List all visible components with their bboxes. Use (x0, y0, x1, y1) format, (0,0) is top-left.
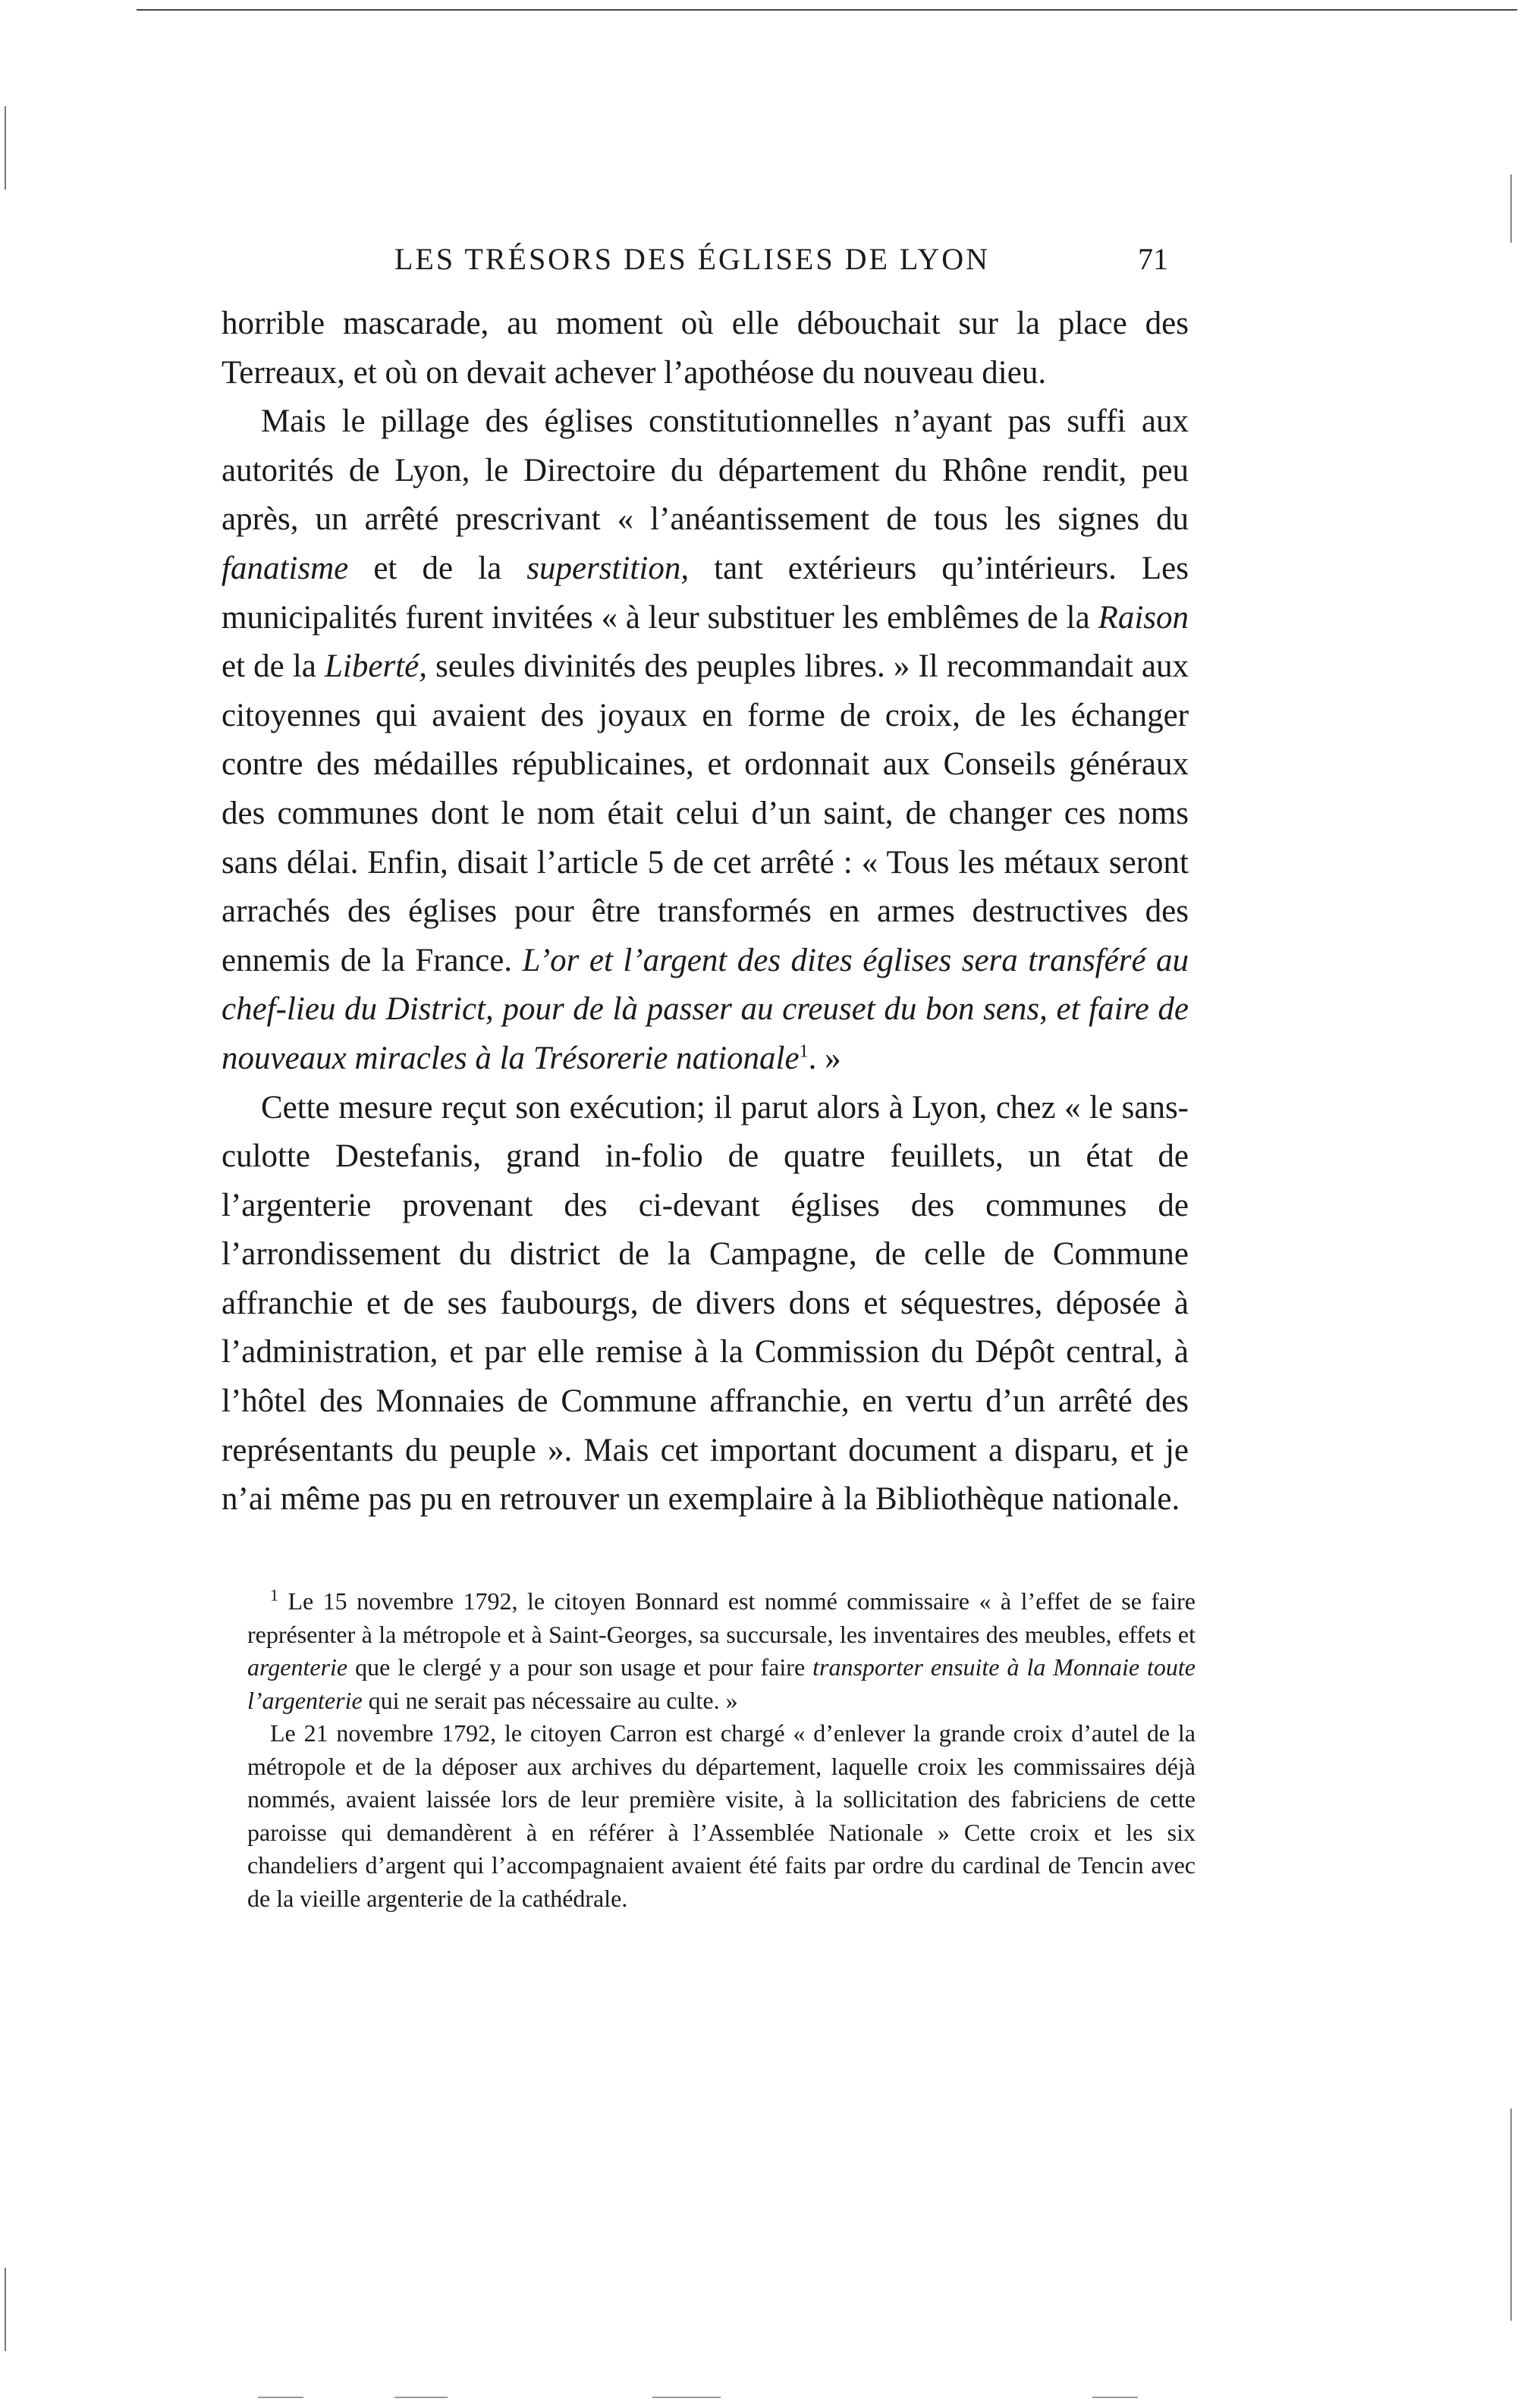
scan-edge-mark (5, 2268, 6, 2351)
paragraph-1: horrible mascarade, au moment où elle débouchait sur la place des Terreaux, et où on devait achever l’apothéose du nouveau dieu. (222, 306, 1189, 391)
italic-term: Liberté, (325, 648, 427, 685)
page-number: 71 (1138, 242, 1168, 276)
scan-edge-mark (258, 2397, 303, 2398)
paragraph-3: Cette mesure reçut son exécution; il parut alors à Lyon, chez « le sans-culotte Destefanis, grand in-folio de quatre feuillets, un état de l’argenterie provenant des ci-devant églises des communes de l’arrondissement du district de la Campagne, de celle de Commune affranchie et de ses faubourgs, de divers dons et séquestres, déposée à l’administration, et par elle remise à la Commission du Dépôt central, à l’hôtel des Monnaies de Commune affranchie, en vertu d’un arrêté des représentants du peuple ». Mais cet important document a disparu, et je n’ai même pas pu en retrouver un exemplaire à la Bibliothèque nationale. (222, 1089, 1189, 1518)
scan-edge-mark (394, 2397, 448, 2398)
footnote-1: $^1$ Le 15 novembre 1792, le citoyen Bonnard est nommé commissaire « à l’effet de se faire représenter à la métropole et à Saint-Georges, sa succursale, les inventaires des meubles, effets et argenterie que le clergé y a pour son usage et pour faire transporter ensuite à la Monnaie toute l’argenterie qui ne serait pas nécessaire au culte. » (247, 1585, 1196, 1714)
scan-edge-mark (5, 106, 6, 190)
scan-edge-mark (1092, 2397, 1138, 2398)
footnotes (247, 1585, 1196, 1915)
scan-edge-mark (652, 2397, 721, 2398)
footnote-mark: 1 (270, 1585, 278, 1605)
italic-term: fanatisme (222, 550, 349, 586)
italic-term: superstition, (526, 550, 690, 586)
scan-edge-line (137, 9, 1517, 11)
page-header (394, 241, 1168, 287)
running-head: LES TRÉSORS DES ÉGLISES DE LYON (394, 242, 990, 276)
footnote-1-continued: Le 21 novembre 1792, le citoyen Carron est chargé « d’enlever la grande croix d’autel de la métropole et de la déposer aux archives du département, laquelle croix les commissaires déjà nommés, avaient laissée lors de leur première visite, à la sollicitation des fabriciens de cette paroisse qui demandèrent à en référer à l’Assemblée Nationale » Cette croix et les six chandeliers d’argent qui l’accompagnaient avaient été faits par ordre du cardinal de Tencin avec de la vieille argenterie de la cathédrale. (247, 1719, 1196, 1912)
italic-term: Raison (1098, 599, 1189, 636)
italic-quotation: L’or et l’argent des dites églises sera transféré au chef-lieu du District, pour de là passer au creuset du bon sens, et faire de nouveaux miracles à la Trésorerie nationale (222, 942, 1189, 1076)
scan-edge-mark (1510, 2108, 1512, 2321)
footnote-reference: 1 (799, 1041, 809, 1062)
body-text (222, 300, 1189, 1524)
paragraph-2: Mais le pillage des églises constitutionnelles n’ayant pas suffi aux autorités de Lyon, le Directoire du département du Rhône rendit, peu après, un arrêté prescrivant « l’anéantissement de tous les signes du fanatisme et de la superstition, tant extérieurs qu’intérieurs. Les municipalités furent invitées « à leur substituer les emblêmes de la Raison et de la Liberté, seules divinités des peuples libres. » Il recommandait aux citoyennes qui avaient des joyaux en forme de croix, de les échanger contre des médailles républicaines, et ordonnait aux Conseils généraux des communes dont le nom était celui d’un saint, de changer ces noms sans délai. Enfin, disait l’article 5 de cet arrêté : « Tous les métaux seront arrachés des églises pour être transformés en armes destructives des ennemis de la France. L’or et l’argent des dites églises sera transféré au chef-lieu du District, pour de là passer au creuset du bon sens, et faire de nouveaux miracles à la Trésorerie nationale$^1$. » (222, 403, 1189, 1076)
scan-edge-mark (1510, 174, 1512, 243)
